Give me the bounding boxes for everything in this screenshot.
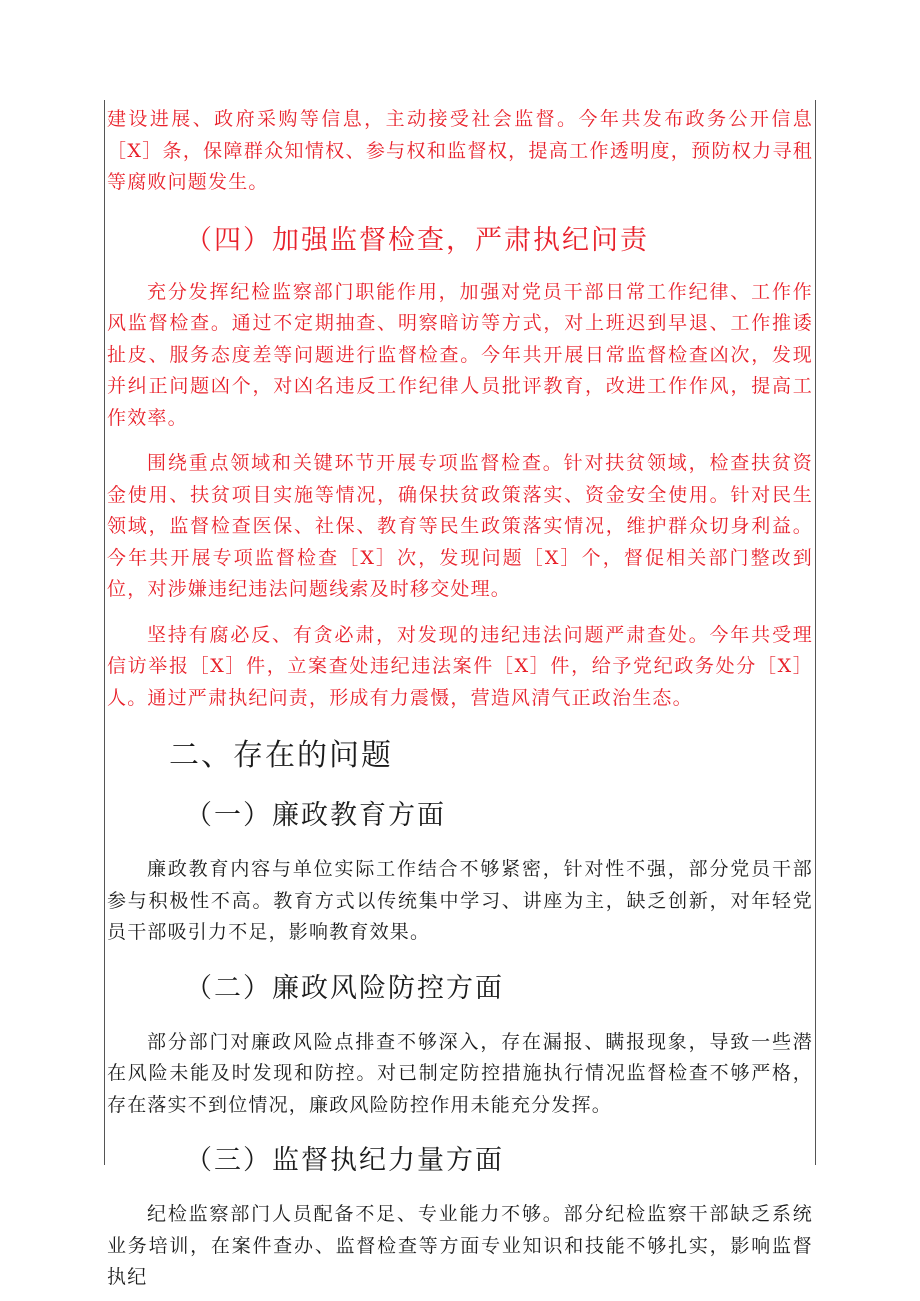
heading-problem-2: （二）廉政风险防控方面 xyxy=(185,972,504,1004)
paragraph-4-3: 坚持有腐必反、有贪必肃，对发现的违纪违法问题严肃查处。今年共受理信访举报［X］件，立案查处违纪违法案件［X］件，给予党纪政务处分［X］人。通过严肃执纪问责，形成有力震慑，营造风清气正政治生态。 xyxy=(107,623,813,709)
heading-section-4: （四）加强监督检查，严肃执纪问责 xyxy=(185,224,649,256)
paragraph-problem-2: 部分部门对廉政风险点排查不够深入，存在漏报、瞒报现象，导致一些潜在风险未能及时发现和防控。对已制定防控措施执行情况监督检查不够严格，存在落实不到位情况，廉政风险防控作用未能充分发挥。 xyxy=(107,1030,813,1116)
heading-problem-3: （三）监督执纪力量方面 xyxy=(185,1145,504,1176)
paragraph-problem-3: 纪检监察部门人员配备不足、专业能力不够。部分纪检监察干部缺乏系统业务培训，在案件查办、监督检查等方面专业知识和技能不够扎实，影响监督执纪 xyxy=(107,1203,813,1288)
intro-paragraph: 建设进展、政府采购等信息，主动接受社会监督。今年共发布政务公开信息［X］条，保障群众知情权、参与权和监督权，提高工作透明度，预防权力寻租等腐败问题发生。 xyxy=(107,108,813,193)
table-border-left xyxy=(104,100,105,1165)
heading-part-2: 二、存在的问题 xyxy=(169,738,393,773)
document-content xyxy=(107,104,813,1294)
paragraph-problem-1: 廉政教育内容与单位实际工作结合不够紧密，针对性不强，部分党员干部参与积极性不高。教育方式以传统集中学习、讲座为主，缺乏创新，对年轻党员干部吸引力不足，影响教育效果。 xyxy=(107,858,813,943)
table-border-right xyxy=(815,100,816,1165)
paragraph-4-1: 充分发挥纪检监察部门职能作用，加强对党员干部日常工作纪律、工作作风监督检查。通过不定期抽查、明察暗访等方式，对上班迟到早退、工作推诿扯皮、服务态度差等问题进行监督检查。今年共开展日常监督检查凶次，发现并纠正问题凶个，对凶名违反工作纪律人员批评教育，改进工作作风，提高工作效率。 xyxy=(107,280,813,429)
heading-problem-1: （一）廉政教育方面 xyxy=(185,800,446,831)
paragraph-4-2: 围绕重点领域和关键环节开展专项监督检查。针对扶贫领域，检查扶贫资金使用、扶贫项目实施等情况，确保扶贫政策落实、资金安全使用。针对民生领域，监督检查医保、社保、教育等民生政策落实情况，维护群众切身利益。今年共开展专项监督检查［X］次，发现问题［X］个，督促相关部门整改到位，对涉嫌违纪违法问题线索及时移交处理。 xyxy=(107,452,813,600)
